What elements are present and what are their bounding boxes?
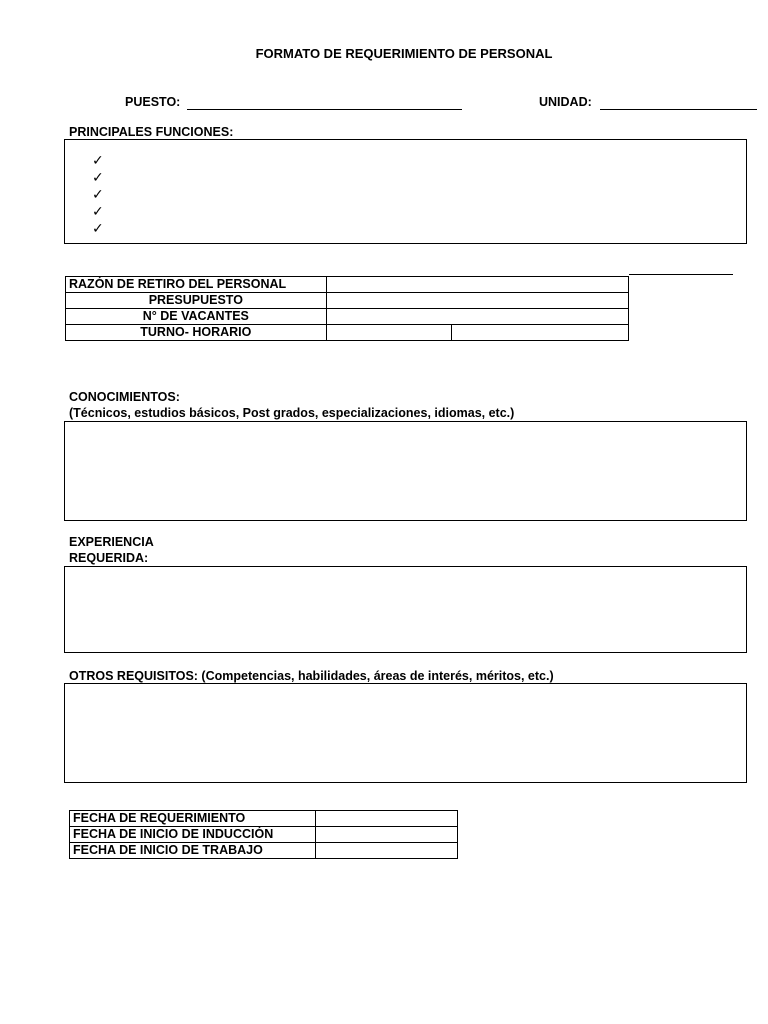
table-row bbox=[66, 293, 629, 309]
table-row bbox=[66, 325, 629, 341]
conocimientos-label: CONOCIMIENTOS: bbox=[69, 390, 180, 404]
check-icon: ✓ bbox=[92, 220, 104, 236]
check-icon: ✓ bbox=[92, 169, 104, 185]
funciones-label: PRINCIPALES FUNCIONES: bbox=[69, 125, 234, 139]
fecha-requerimiento-field[interactable] bbox=[315, 811, 458, 827]
conocimientos-sublabel: (Técnicos, estudios básicos, Post grados, especializaciones, idiomas, etc.) bbox=[69, 406, 515, 420]
puesto-label: PUESTO: bbox=[125, 95, 181, 109]
check-icon: ✓ bbox=[92, 186, 104, 202]
vacantes-label: N° DE VACANTES bbox=[66, 309, 327, 325]
fecha-induccion-field[interactable] bbox=[315, 827, 458, 843]
check-icon: ✓ bbox=[92, 203, 104, 219]
puesto-field[interactable] bbox=[187, 95, 462, 110]
turno-horario-label: TURNO- HORARIO bbox=[66, 325, 327, 341]
fechas-table bbox=[69, 810, 458, 859]
requerida-label: REQUERIDA: bbox=[69, 551, 149, 565]
presupuesto-label: PRESUPUESTO bbox=[66, 293, 327, 309]
table-row bbox=[70, 811, 458, 827]
experiencia-label: EXPERIENCIA bbox=[69, 535, 154, 549]
funciones-box[interactable] bbox=[64, 139, 747, 244]
check-icon: ✓ bbox=[92, 152, 104, 168]
fecha-trabajo-field[interactable] bbox=[315, 843, 458, 859]
horario-field[interactable] bbox=[452, 325, 629, 341]
fecha-requerimiento-label: FECHA DE REQUERIMIENTO bbox=[70, 811, 316, 827]
experiencia-box[interactable] bbox=[64, 566, 747, 653]
table-row bbox=[70, 843, 458, 859]
table-row bbox=[70, 827, 458, 843]
vacantes-field[interactable] bbox=[326, 309, 628, 325]
fecha-trabajo-label: FECHA DE INICIO DE TRABAJO bbox=[70, 843, 316, 859]
checkmark-list bbox=[92, 152, 104, 237]
table-top-extension bbox=[629, 274, 733, 275]
turno-field[interactable] bbox=[326, 325, 452, 341]
presupuesto-field[interactable] bbox=[326, 293, 628, 309]
razon-retiro-field[interactable] bbox=[326, 277, 628, 293]
fecha-induccion-label: FECHA DE INICIO DE INDUCCIÓN bbox=[70, 827, 316, 843]
razon-retiro-label: RAZÓN DE RETIRO DEL PERSONAL bbox=[66, 277, 327, 293]
table-row bbox=[66, 309, 629, 325]
info-table bbox=[65, 276, 629, 341]
table-row bbox=[66, 277, 629, 293]
unidad-label: UNIDAD: bbox=[539, 95, 592, 109]
unidad-field[interactable] bbox=[600, 95, 757, 110]
otros-requisitos-box[interactable] bbox=[64, 683, 747, 783]
conocimientos-box[interactable] bbox=[64, 421, 747, 521]
otros-requisitos-label: OTROS REQUISITOS: (Competencias, habilidades, áreas de interés, méritos, etc.) bbox=[69, 669, 554, 683]
form-title: FORMATO DE REQUERIMIENTO DE PERSONAL bbox=[255, 46, 553, 61]
